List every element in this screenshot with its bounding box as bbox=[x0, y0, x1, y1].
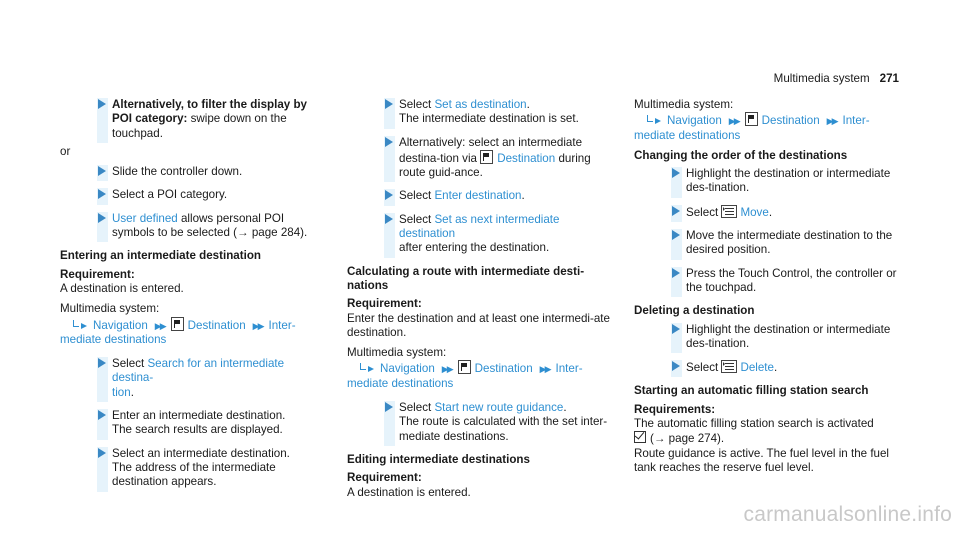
menu-icon bbox=[721, 360, 737, 373]
inter-link[interactable]: Inter- bbox=[842, 114, 870, 128]
inter-link[interactable]: Inter- bbox=[268, 318, 296, 332]
watermark: carmanualsonline.info bbox=[743, 503, 952, 526]
step-text: Move the intermediate destination to the desired position. bbox=[686, 229, 893, 257]
or-text: or bbox=[60, 144, 71, 158]
step-text: swipe down on the touchpad. bbox=[112, 112, 287, 140]
step-select-move bbox=[634, 205, 898, 220]
menu-path bbox=[60, 317, 324, 333]
step-text: during route guid-ance. bbox=[399, 151, 591, 180]
step-select-category bbox=[60, 188, 324, 202]
step-text: . bbox=[768, 205, 773, 219]
step-enter-destination bbox=[347, 189, 611, 203]
step-result: The intermediate destination is set. bbox=[399, 112, 579, 126]
intermediate-destinations-link[interactable]: mediate destinations bbox=[60, 332, 167, 346]
checkbox-checked-icon bbox=[634, 431, 646, 443]
step-text: Slide the controller down. bbox=[112, 165, 243, 179]
arrow-icon bbox=[672, 168, 680, 178]
column-1 bbox=[60, 98, 324, 499]
heading-deleting: Deleting a destination bbox=[634, 304, 755, 318]
step-search bbox=[60, 357, 324, 400]
heading-intermediate: Entering an intermediate destination bbox=[60, 249, 261, 263]
double-chevron-icon: ▶▶ bbox=[728, 116, 739, 127]
requirement-text: A destination is entered. bbox=[347, 485, 471, 499]
heading-calculating: Calculating a route with intermediate desti-nations bbox=[347, 264, 585, 292]
menu-path bbox=[347, 360, 611, 376]
requirement-label: Requirement: bbox=[60, 267, 135, 281]
intermediate-destinations-link[interactable]: mediate destinations bbox=[347, 376, 454, 390]
flag-icon bbox=[745, 112, 758, 126]
step-text: Select bbox=[399, 98, 435, 111]
destination-link[interactable]: Destination bbox=[761, 114, 820, 128]
step-text: Enter an intermediate destination. bbox=[112, 409, 286, 423]
step-highlight-delete bbox=[634, 323, 898, 352]
menu-icon bbox=[721, 205, 737, 218]
page-ref-text: (→ page 274). bbox=[650, 432, 725, 446]
nav-link[interactable]: Navigation bbox=[93, 318, 148, 332]
requirement-text: The automatic filling station search is activated bbox=[634, 417, 874, 431]
double-chevron-icon: ▶▶ bbox=[154, 320, 165, 331]
menu-path bbox=[634, 112, 898, 128]
arrow-icon bbox=[672, 361, 680, 371]
arrow-icon bbox=[98, 410, 106, 420]
destination-link[interactable]: Destination bbox=[474, 362, 533, 376]
step-bold: Alternatively, to filter the display by POI category: bbox=[112, 98, 307, 126]
requirement-text: A destination is entered. bbox=[60, 281, 184, 295]
step-select-delete bbox=[634, 360, 898, 375]
requirements-label: Requirements: bbox=[634, 402, 716, 416]
requirement-text: Enter the destination and at least one intermedi-ate destination. bbox=[347, 311, 610, 339]
search-intermediate-link[interactable]: Search for an intermediate destina- bbox=[112, 357, 285, 385]
requirement-text-2: Route guidance is active. The fuel level in the fuel tank reaches the reserve fuel level. bbox=[634, 446, 890, 474]
inter-link[interactable]: Inter- bbox=[555, 362, 583, 376]
step-text: . bbox=[130, 385, 134, 399]
step-highlight bbox=[634, 167, 898, 196]
step-text: Select bbox=[399, 189, 435, 203]
arrow-icon bbox=[672, 268, 680, 278]
nav-link[interactable]: Navigation bbox=[667, 114, 722, 128]
heading-changing-order: Changing the order of the destinations bbox=[634, 148, 848, 162]
requirement-ref bbox=[634, 431, 898, 446]
move-link[interactable]: Move bbox=[740, 205, 769, 219]
destination-link[interactable]: Destination bbox=[187, 318, 246, 332]
flag-icon bbox=[458, 360, 471, 374]
header-title: Multimedia system bbox=[773, 72, 870, 85]
return-arrow-icon bbox=[647, 115, 661, 124]
arrow-icon bbox=[672, 206, 680, 216]
step-user-defined bbox=[60, 212, 324, 241]
arrow-icon bbox=[98, 213, 106, 223]
step-result: after entering the destination. bbox=[399, 241, 550, 255]
return-arrow-icon bbox=[360, 363, 374, 372]
step-set-destination bbox=[347, 98, 611, 127]
heading-editing: Editing intermediate destinations bbox=[347, 452, 530, 466]
step-move bbox=[634, 229, 898, 258]
step-text: Press the Touch Control, the controller or the touchpad. bbox=[686, 266, 897, 294]
intermediate-destinations-link[interactable]: mediate destinations bbox=[634, 128, 741, 142]
flag-icon bbox=[171, 317, 184, 331]
arrow-icon bbox=[98, 99, 106, 109]
multimedia-label: Multimedia system: bbox=[634, 98, 734, 111]
step-text: Select bbox=[686, 361, 722, 375]
step-slide bbox=[60, 165, 324, 179]
double-chevron-icon: ▶▶ bbox=[826, 116, 837, 127]
step-text: Alternatively: select an intermediate destina-tion via bbox=[399, 135, 583, 165]
step-text: . bbox=[773, 361, 778, 375]
step-text: Highlight the destination or intermediate des-tination. bbox=[686, 322, 891, 350]
step-alternatively bbox=[347, 136, 611, 181]
step-result: The search results are displayed. bbox=[112, 423, 283, 437]
requirement-label: Requirement: bbox=[347, 297, 422, 311]
step-text: . bbox=[526, 98, 530, 111]
step-press bbox=[634, 267, 898, 296]
nav-link[interactable]: Navigation bbox=[380, 362, 435, 376]
arrow-icon bbox=[672, 230, 680, 240]
step-text: Select bbox=[399, 212, 435, 226]
step-text: . bbox=[521, 189, 525, 203]
flag-icon bbox=[480, 150, 493, 164]
delete-link[interactable]: Delete bbox=[740, 361, 774, 375]
start-route-guidance-link[interactable]: Start new route guidance bbox=[434, 401, 564, 415]
heading-filling-station: Starting an automatic filling station search bbox=[634, 384, 869, 398]
requirement-label: Requirement: bbox=[347, 471, 422, 485]
step-text: Select bbox=[112, 357, 148, 371]
arrow-icon bbox=[385, 99, 393, 109]
double-chevron-icon: ▶▶ bbox=[252, 320, 263, 331]
arrow-icon bbox=[385, 214, 393, 224]
step-set-next bbox=[347, 213, 611, 256]
page-header bbox=[774, 72, 899, 85]
enter-destination-link[interactable]: Enter destination bbox=[434, 189, 522, 203]
step-filter-poi bbox=[60, 98, 324, 141]
step-result: The route is calculated with the set inter-mediate destinations. bbox=[399, 415, 608, 443]
user-defined-link[interactable]: User defined bbox=[112, 211, 178, 225]
step-text: Select bbox=[686, 205, 722, 219]
step-text: Highlight the destination or intermediate des-tination. bbox=[686, 167, 891, 195]
step-text: . bbox=[563, 401, 567, 415]
step-start-guidance bbox=[347, 401, 611, 444]
arrow-icon bbox=[385, 190, 393, 200]
arrow-icon bbox=[98, 189, 106, 199]
column-2 bbox=[347, 98, 611, 500]
step-result: The address of the intermediate destination appears. bbox=[112, 460, 276, 489]
step-text: Select a POI category. bbox=[112, 188, 228, 202]
arrow-icon bbox=[672, 324, 680, 334]
return-arrow-icon bbox=[73, 320, 87, 329]
step-select-intermediate bbox=[60, 447, 324, 490]
double-chevron-icon: ▶▶ bbox=[539, 364, 550, 375]
step-text: Select bbox=[399, 401, 435, 415]
step-enter bbox=[60, 409, 324, 438]
set-next-intermediate-link[interactable]: Set as next intermediate destination bbox=[399, 212, 560, 241]
arrow-icon bbox=[98, 448, 106, 458]
multimedia-label: Multimedia system: bbox=[347, 346, 447, 360]
double-chevron-icon: ▶▶ bbox=[441, 364, 452, 375]
search-intermediate-link-cont[interactable]: tion bbox=[112, 385, 131, 399]
destination-link[interactable]: Destination bbox=[497, 151, 556, 165]
page-number: 271 bbox=[879, 72, 899, 85]
arrow-icon bbox=[385, 402, 393, 412]
arrow-icon bbox=[98, 358, 106, 368]
step-text: Select an intermediate destination. bbox=[112, 446, 290, 460]
arrow-icon bbox=[385, 137, 393, 147]
arrow-icon bbox=[98, 166, 106, 176]
column-3 bbox=[634, 98, 898, 475]
step-text: allows personal POI symbols to be selected (→ page 284). bbox=[112, 211, 308, 240]
set-as-destination-link[interactable]: Set as destination bbox=[434, 98, 527, 111]
multimedia-label: Multimedia system: bbox=[60, 302, 160, 316]
